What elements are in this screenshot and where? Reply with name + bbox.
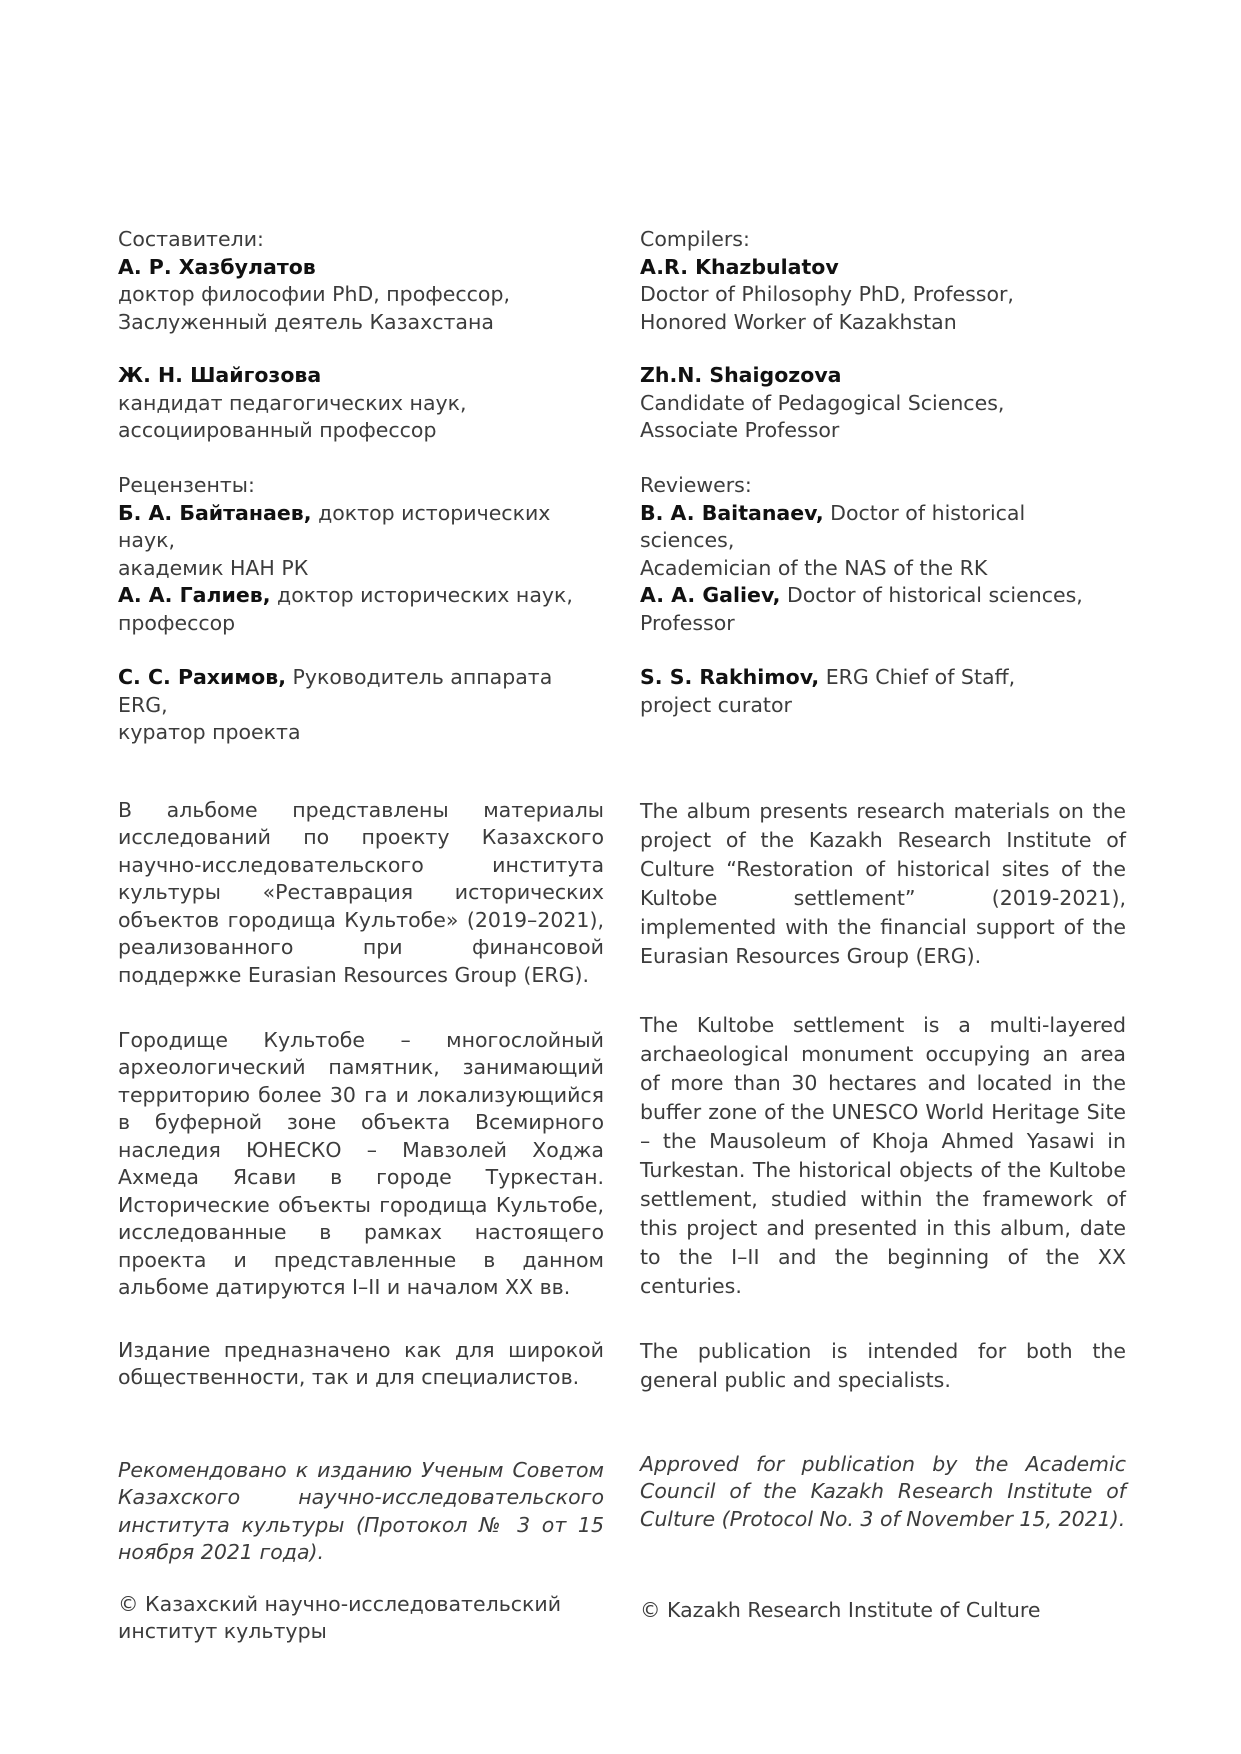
reviewer3-section bbox=[640, 664, 1126, 719]
compilers-label: Составители: bbox=[118, 227, 264, 251]
compilers-section bbox=[640, 226, 1126, 336]
compiler-title: Candidate of Pedagogical Sciences, bbox=[640, 390, 1005, 415]
reviewers-section bbox=[640, 472, 1126, 582]
approval-note: Approved for publication by the Academic Council of the Kazakh Research Institute of Culture (Protocol No. 3 of November 15, 2021). bbox=[640, 1451, 1126, 1531]
audience-note: Издание предназначено как для широкой общественности, так и для специалистов. bbox=[118, 1337, 604, 1389]
album-description: The album presents research materials on the project of the Kazakh Research Institute of Culture “Restoration of historical sites of the Kultobe settlement” (2019-2021), implemented with the financial support of the Eurasian Resources Group (ERG). bbox=[640, 798, 1126, 968]
compiler-name: Zh.N. Shaigozova bbox=[640, 363, 842, 387]
compiler-title: доктор философии PhD, профессор, bbox=[118, 282, 510, 306]
reviewer-title: Professor bbox=[640, 610, 735, 635]
reviewer-name: Б. А. Байтанаев, bbox=[118, 500, 312, 525]
compilers-section bbox=[118, 226, 604, 336]
compiler-name: Ж. Н. Шайгозова bbox=[118, 363, 322, 387]
compiler-name: А. Р. Хазбулатов bbox=[118, 254, 316, 279]
compiler-title: Honored Worker of Kazakhstan bbox=[640, 309, 957, 334]
compiler-name: A.R. Khazbulatov bbox=[640, 254, 839, 279]
reviewer-title: Academician of the NAS of the RK bbox=[640, 555, 988, 580]
compiler-title: Associate Professor bbox=[640, 418, 840, 442]
reviewer2-section bbox=[118, 582, 604, 637]
reviewer-title: доктор исторических наук, bbox=[118, 500, 551, 552]
album-description: В альбоме представлены материалы исследований по проекту Казахского научно-исследовательского института культуры «Реставрация исторических объектов городища Культобе» (2019–2021), реализованного при финансовой поддержке Eurasian Resources Group (ERG). bbox=[118, 797, 604, 987]
reviewer-title: куратор проекта bbox=[118, 720, 301, 744]
copyright-notice: © Kazakh Research Institute of Culture bbox=[640, 1597, 1041, 1622]
audience-note: The publication is intended for both the general public and specialists. bbox=[640, 1338, 1126, 1392]
compiler2-section bbox=[640, 362, 1126, 445]
reviewer-title: Doctor of historical sciences, bbox=[640, 500, 1026, 552]
reviewer-title: project curator bbox=[640, 692, 792, 717]
reviewer-name: A. A. Galiev, bbox=[640, 583, 781, 607]
reviewer-title: академик НАН РК bbox=[118, 555, 309, 580]
approval-note: Рекомендовано к изданию Ученым Советом Казахского научно-исследовательского института культуры (Протокол № 3 от 15 ноября 2021 года). bbox=[118, 1457, 604, 1564]
reviewers-label: Рецензенты: bbox=[118, 473, 255, 497]
compiler-title: кандидат педагогических наук, bbox=[118, 390, 467, 415]
copyright-notice: © Казахский научно-исследовательский институт культуры bbox=[118, 1591, 562, 1643]
compilers-label: Compilers: bbox=[640, 227, 750, 251]
compiler-title: ассоциированный профессор bbox=[118, 418, 437, 442]
reviewer2-section bbox=[640, 582, 1126, 637]
reviewers-section bbox=[118, 472, 604, 582]
reviewer-title: Doctor of historical sciences, bbox=[780, 583, 1083, 607]
reviewer-title: ERG Chief of Staff, bbox=[819, 665, 1016, 689]
settlement-description: Городище Культобе – многослойный археологический памятник, занимающий территорию более 30 га и локализующийся в буферной зоне объекта Всемирного наследия ЮНЕСКО – Мавзолей Ходжа Ахмеда Ясави в городе Туркестан. Исторические объекты городища Культобе, исследованные в рамках настоящего проекта и представленные в данном альбоме датируются I–II и началом XX вв. bbox=[118, 1027, 604, 1299]
reviewers-label: Reviewers: bbox=[640, 473, 752, 497]
compiler-title: Doctor of Philosophy PhD, Professor, bbox=[640, 282, 1014, 306]
reviewer-title: Руководитель аппарата ERG, bbox=[118, 665, 553, 717]
reviewer-name: B. A. Baitanaev, bbox=[640, 500, 824, 525]
reviewer-name: С. С. Рахимов, bbox=[118, 665, 286, 689]
reviewer-name: А. А. Галиев, bbox=[118, 583, 271, 607]
compiler-title: Заслуженный деятель Казахстана bbox=[118, 309, 494, 334]
reviewer-name: S. S. Rakhimov, bbox=[640, 665, 820, 689]
settlement-description: The Kultobe settlement is a multi-layered archaeological monument occupying an area of more than 30 hectares and located in the buffer zone of the UNESCO World Heritage Site – the Mausoleum of Khoja Ahmed Yasawi in Turkestan. The historical objects of the Kultobe settlement, studied within the framework of this project and presented in this album, date to the I–II and the beginning of the XX centuries. bbox=[640, 1012, 1126, 1298]
reviewer3-section bbox=[118, 664, 604, 747]
reviewer-title: доктор исторических наук, bbox=[270, 583, 573, 607]
reviewer-title: профессор bbox=[118, 610, 236, 635]
compiler2-section bbox=[118, 362, 604, 445]
